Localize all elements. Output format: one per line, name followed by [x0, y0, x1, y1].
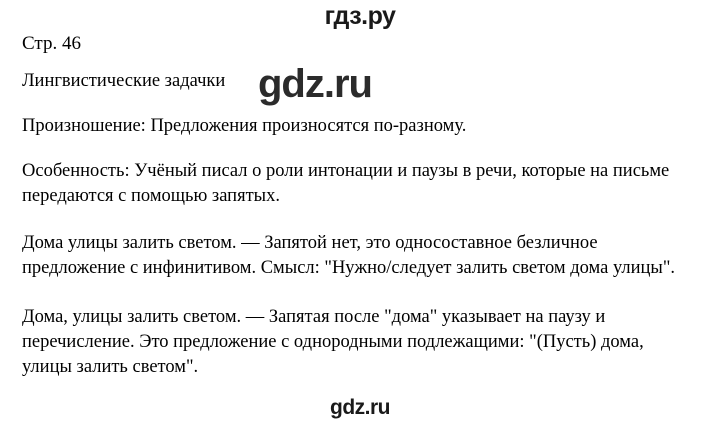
watermark-overlay: gdz.ru: [258, 62, 372, 106]
site-logo-bottom: gdz.ru: [330, 396, 390, 419]
page-number: Стр. 46: [22, 33, 81, 54]
paragraph-feature: Особенность: Учёный писал о роли интонации и паузы в речи, которые на письме передаются с помощью запятых.: [22, 161, 670, 206]
site-logo-top: гдз.ру: [324, 2, 396, 30]
paragraph-example-one: Дома улицы залить светом. — Запятой нет, это односоставное безличное предложение с инфинитивом. Смысл: "Нужно/следует залить светом дома улицы".: [22, 233, 676, 278]
paragraph-pronunciation: Произношение: Предложения произносятся по-разному.: [22, 116, 467, 136]
section-heading: Лингвистические задачки: [22, 71, 226, 91]
paragraph-example-two: Дома, улицы залить светом. — Запятая после "дома" указывает на паузу и перечисление. Это предложение с однородными подлежащими: "(Пусть) дома, улицы залить светом".: [22, 307, 644, 377]
